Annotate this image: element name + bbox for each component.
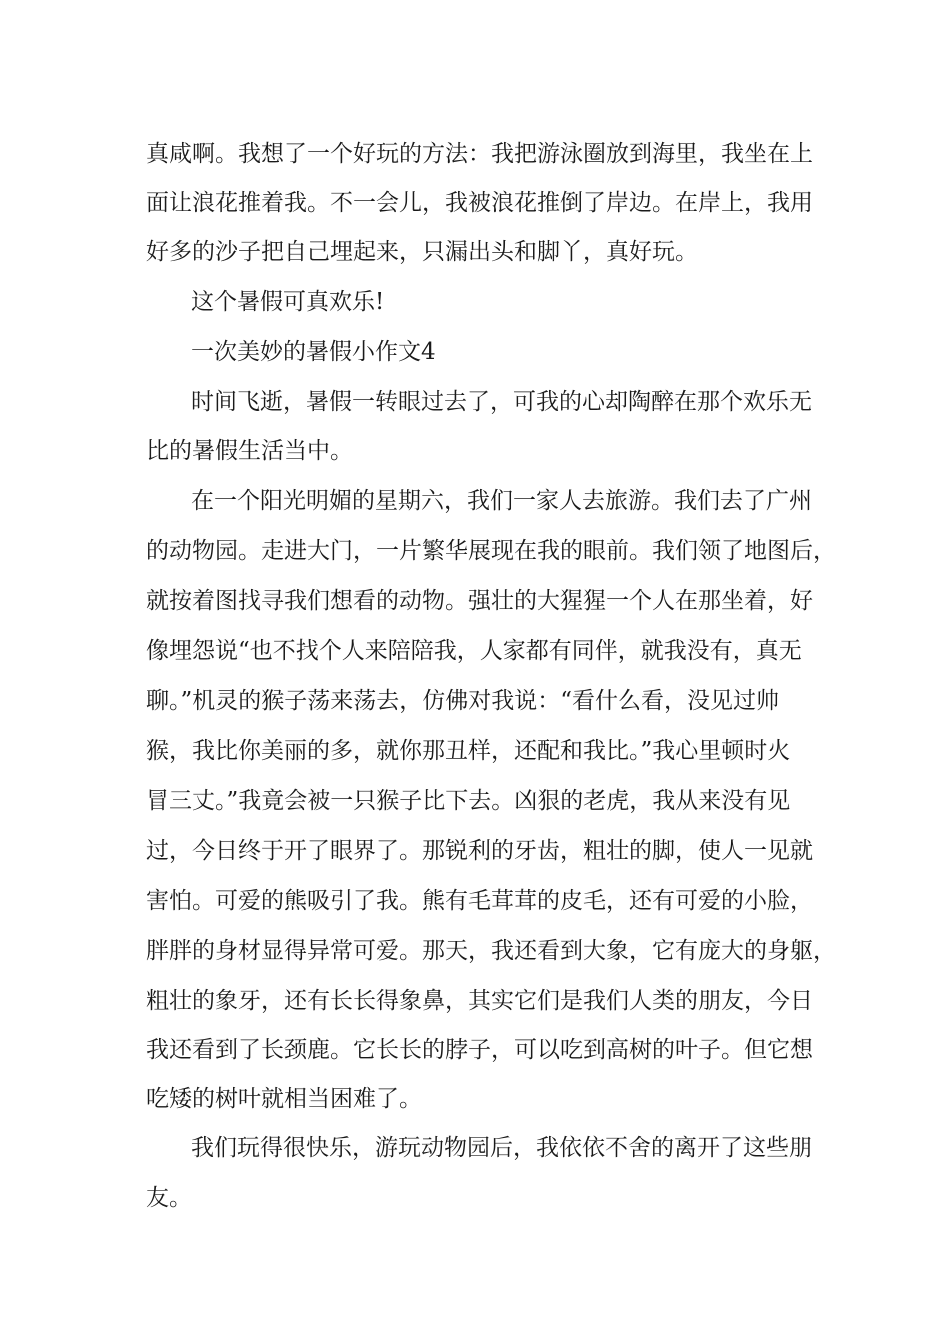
text-line: 的动物园。走进大门，一片繁华展现在我的眼前。我们领了地图后， — [146, 538, 836, 564]
text-line: 这个暑假可真欢乐! — [191, 289, 385, 315]
text-line: 时间飞逝，暑假一转眼过去了，可我的心却陶醉在那个欢乐无 — [191, 389, 812, 415]
text-line: 猴，我比你美丽的多，就你那丑样，还配和我比。”我心里顿时火 — [146, 738, 791, 764]
text-line: 聊。”机灵的猴子荡来荡去，仿佛对我说：“看什么看，没见过帅 — [146, 688, 780, 714]
text-line: 友。 — [146, 1185, 192, 1211]
text-line: 好多的沙子把自己埋起来，只漏出头和脚丫，真好玩。 — [146, 239, 698, 265]
text-line: 真咸啊。我想了一个好玩的方法：我把游泳圈放到海里，我坐在上 — [146, 141, 813, 167]
text-line: 胖胖的身材显得异常可爱。那天，我还看到大象，它有庞大的身躯， — [146, 938, 836, 964]
text-line: 我们玩得很快乐，游玩动物园后，我依依不舍的离开了这些朋 — [191, 1135, 812, 1161]
text-line: 就按着图找寻我们想看的动物。强壮的大猩猩一个人在那坐着，好 — [146, 588, 813, 614]
text-line: 粗壮的象牙，还有长长得象鼻，其实它们是我们人类的朋友，今日 — [146, 988, 813, 1014]
text-line: 比的暑假生活当中。 — [146, 438, 353, 464]
section-title: 一次美妙的暑假小作文4 — [191, 339, 436, 365]
text-line: 吃矮的树叶就相当困难了。 — [146, 1086, 422, 1112]
text-line: 冒三丈。”我竟会被一只猴子比下去。凶狠的老虎，我从来没有见 — [146, 788, 791, 814]
text-line: 像埋怨说“也不找个人来陪陪我，人家都有同伴，就我没有，真无 — [146, 638, 802, 664]
text-line: 我还看到了长颈鹿。它长长的脖子，可以吃到高树的叶子。但它想 — [146, 1037, 813, 1063]
text-line: 过，今日终于开了眼界了。那锐利的牙齿，粗壮的脚，使人一见就 — [146, 838, 813, 864]
text-line: 害怕。可爱的熊吸引了我。熊有毛茸茸的皮毛，还有可爱的小脸， — [146, 888, 813, 914]
text-line: 在一个阳光明媚的星期六，我们一家人去旅游。我们去了广州 — [191, 488, 812, 514]
text-line: 面让浪花推着我。不一会儿，我被浪花推倒了岸边。在岸上，我用 — [146, 190, 813, 216]
